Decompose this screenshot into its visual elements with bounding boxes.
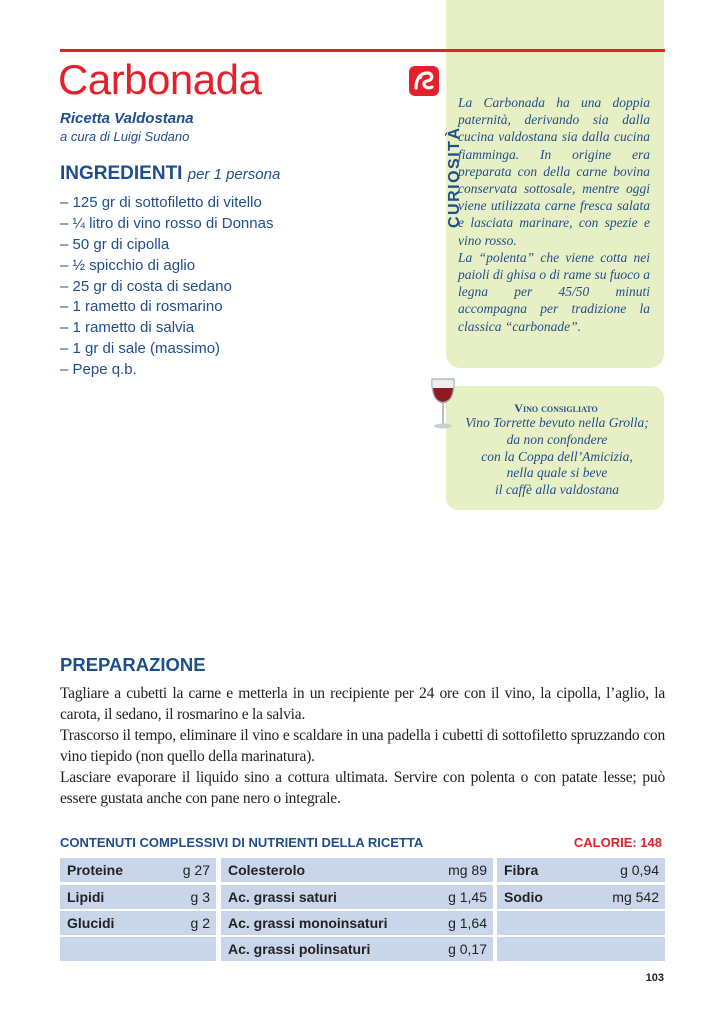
ingredient-item: – ¼ litro di vino rosso di Donnas (60, 214, 274, 232)
nutrient-value: g 27 (182, 862, 210, 878)
curiosita-paragraph: La Carbonada ha una doppia paternità, derivando sia dalla cucina valdostana sia dalla cucina fiamminga. In origine era preparata con della carne bovina conservata sottosale, mentre oggi viene utilizzata carne fresca salata e lasciata marinare, con spezie e vino rosso. (458, 95, 650, 248)
preparazione-heading: PREPARAZIONE (60, 654, 206, 675)
recipe-subtitle: Ricetta Valdostana (60, 110, 194, 127)
vino-line: con la Coppa dell’Amicizia, (481, 448, 633, 464)
nutrient-name: Lipidi (67, 889, 105, 905)
curiosita-paragraph: La “polenta” che viene cotta nei paioli di ghisa o di rame su fuoco a legna per 45/50 minuti accompagna per tradizione la classica “carbonade”. (458, 249, 650, 334)
ingredient-item: – ½ spicchio di aglio (60, 256, 196, 274)
title-rule (60, 49, 665, 52)
ingredients-serving: per 1 persona (187, 166, 281, 183)
nutrient-cell (60, 911, 216, 935)
ingredient-item: – 25 gr di costa di sedano (60, 277, 232, 295)
preparazione-text (60, 683, 665, 809)
vino-line: Vino Torrette bevuto nella Grolla; (465, 415, 649, 430)
curiosita-icon (409, 66, 439, 96)
vino-title: Vino consigliato (514, 401, 598, 415)
nutrient-name: Ac. grassi polinsaturi (228, 941, 371, 957)
nutrient-cell (497, 885, 665, 909)
nutrient-value: mg 542 (612, 889, 659, 905)
ingredients-list (60, 193, 273, 381)
nutrient-cell-empty (497, 911, 665, 935)
nutrient-name: Glucidi (67, 915, 115, 931)
ingredient-item: – 1 rametto di salvia (60, 319, 195, 337)
ingredient-item: – 1 gr di sale (massimo) (60, 340, 221, 358)
nutrient-name: Sodio (504, 889, 543, 905)
calorie-label: CALORIE: 148 (573, 835, 662, 850)
ingredient-item: – Pepe q.b. (60, 361, 137, 379)
nutrient-cell (60, 858, 216, 882)
vino-line: il caffè alla valdostana (494, 482, 620, 498)
nutrient-value: g 0,94 (620, 862, 659, 878)
nutrient-value: g 1,45 (448, 889, 487, 905)
ingredient-item: – 1 rametto di rosmarino (60, 298, 223, 316)
nutrient-cell (60, 885, 216, 909)
curiosita-text (458, 94, 650, 335)
nutrient-value: g 2 (190, 915, 210, 931)
nutrient-cell (497, 858, 665, 882)
nutrient-name: Ac. grassi monoinsaturi (228, 915, 388, 931)
nutrient-cell (221, 885, 493, 909)
nutrient-cell (221, 858, 493, 882)
preparazione-paragraph: Trascorso il tempo, eliminare il vino e scaldare in una padella i cubetti di sottofiletto spruzzando con vino tiepido (non quello della marinatura). (60, 727, 665, 765)
vino-line: da non confondere (506, 431, 608, 447)
nutrient-value: mg 89 (448, 862, 487, 878)
nutrient-name: Ac. grassi saturi (228, 889, 337, 905)
nutrient-name: Proteine (67, 862, 124, 878)
nutrient-cell (221, 911, 493, 935)
nutrient-cell (221, 937, 493, 961)
nutrient-cell-empty (60, 937, 216, 961)
nutrient-cell-empty (497, 937, 665, 961)
ingredient-item: – 125 gr di sottofiletto di vitello (60, 194, 262, 211)
ingredient-item: – 50 gr di cipolla (60, 235, 170, 253)
recipe-author: a cura di Luigi Sudano (60, 129, 190, 144)
vino-line: nella quale si beve (506, 465, 608, 481)
curiosita-label: CURIOSITÀ (446, 126, 463, 228)
nutrient-name: Colesterolo (228, 862, 306, 878)
preparazione-paragraph: Lasciare evaporare il liquido sino a cottura ultimata. Servire con polenta o con patate lesse; può essere gustata anche con pane nero o integrale. (60, 769, 665, 807)
nutrient-value: g 0,17 (448, 941, 487, 957)
page-number: 103 (645, 972, 664, 984)
nutrient-name: Fibra (504, 862, 539, 878)
ingredients-heading (60, 163, 280, 185)
preparazione-paragraph: Tagliare a cubetti la carne e metterla in un recipiente per 24 ore con il vino, la cipolla, l’aglio, la carota, il sedano, il rosmarino e la salvia. (60, 685, 665, 723)
ingredients-title: INGREDIENTI (60, 163, 183, 184)
nutrient-value: g 3 (190, 889, 210, 905)
nutrienti-heading: CONTENUTI COMPLESSIVI DI NUTRIENTI DELLA RICETTA (60, 835, 424, 850)
nutrient-value: g 1,64 (448, 915, 487, 931)
vino-text (452, 415, 662, 499)
recipe-title: Carbonada (58, 56, 262, 103)
